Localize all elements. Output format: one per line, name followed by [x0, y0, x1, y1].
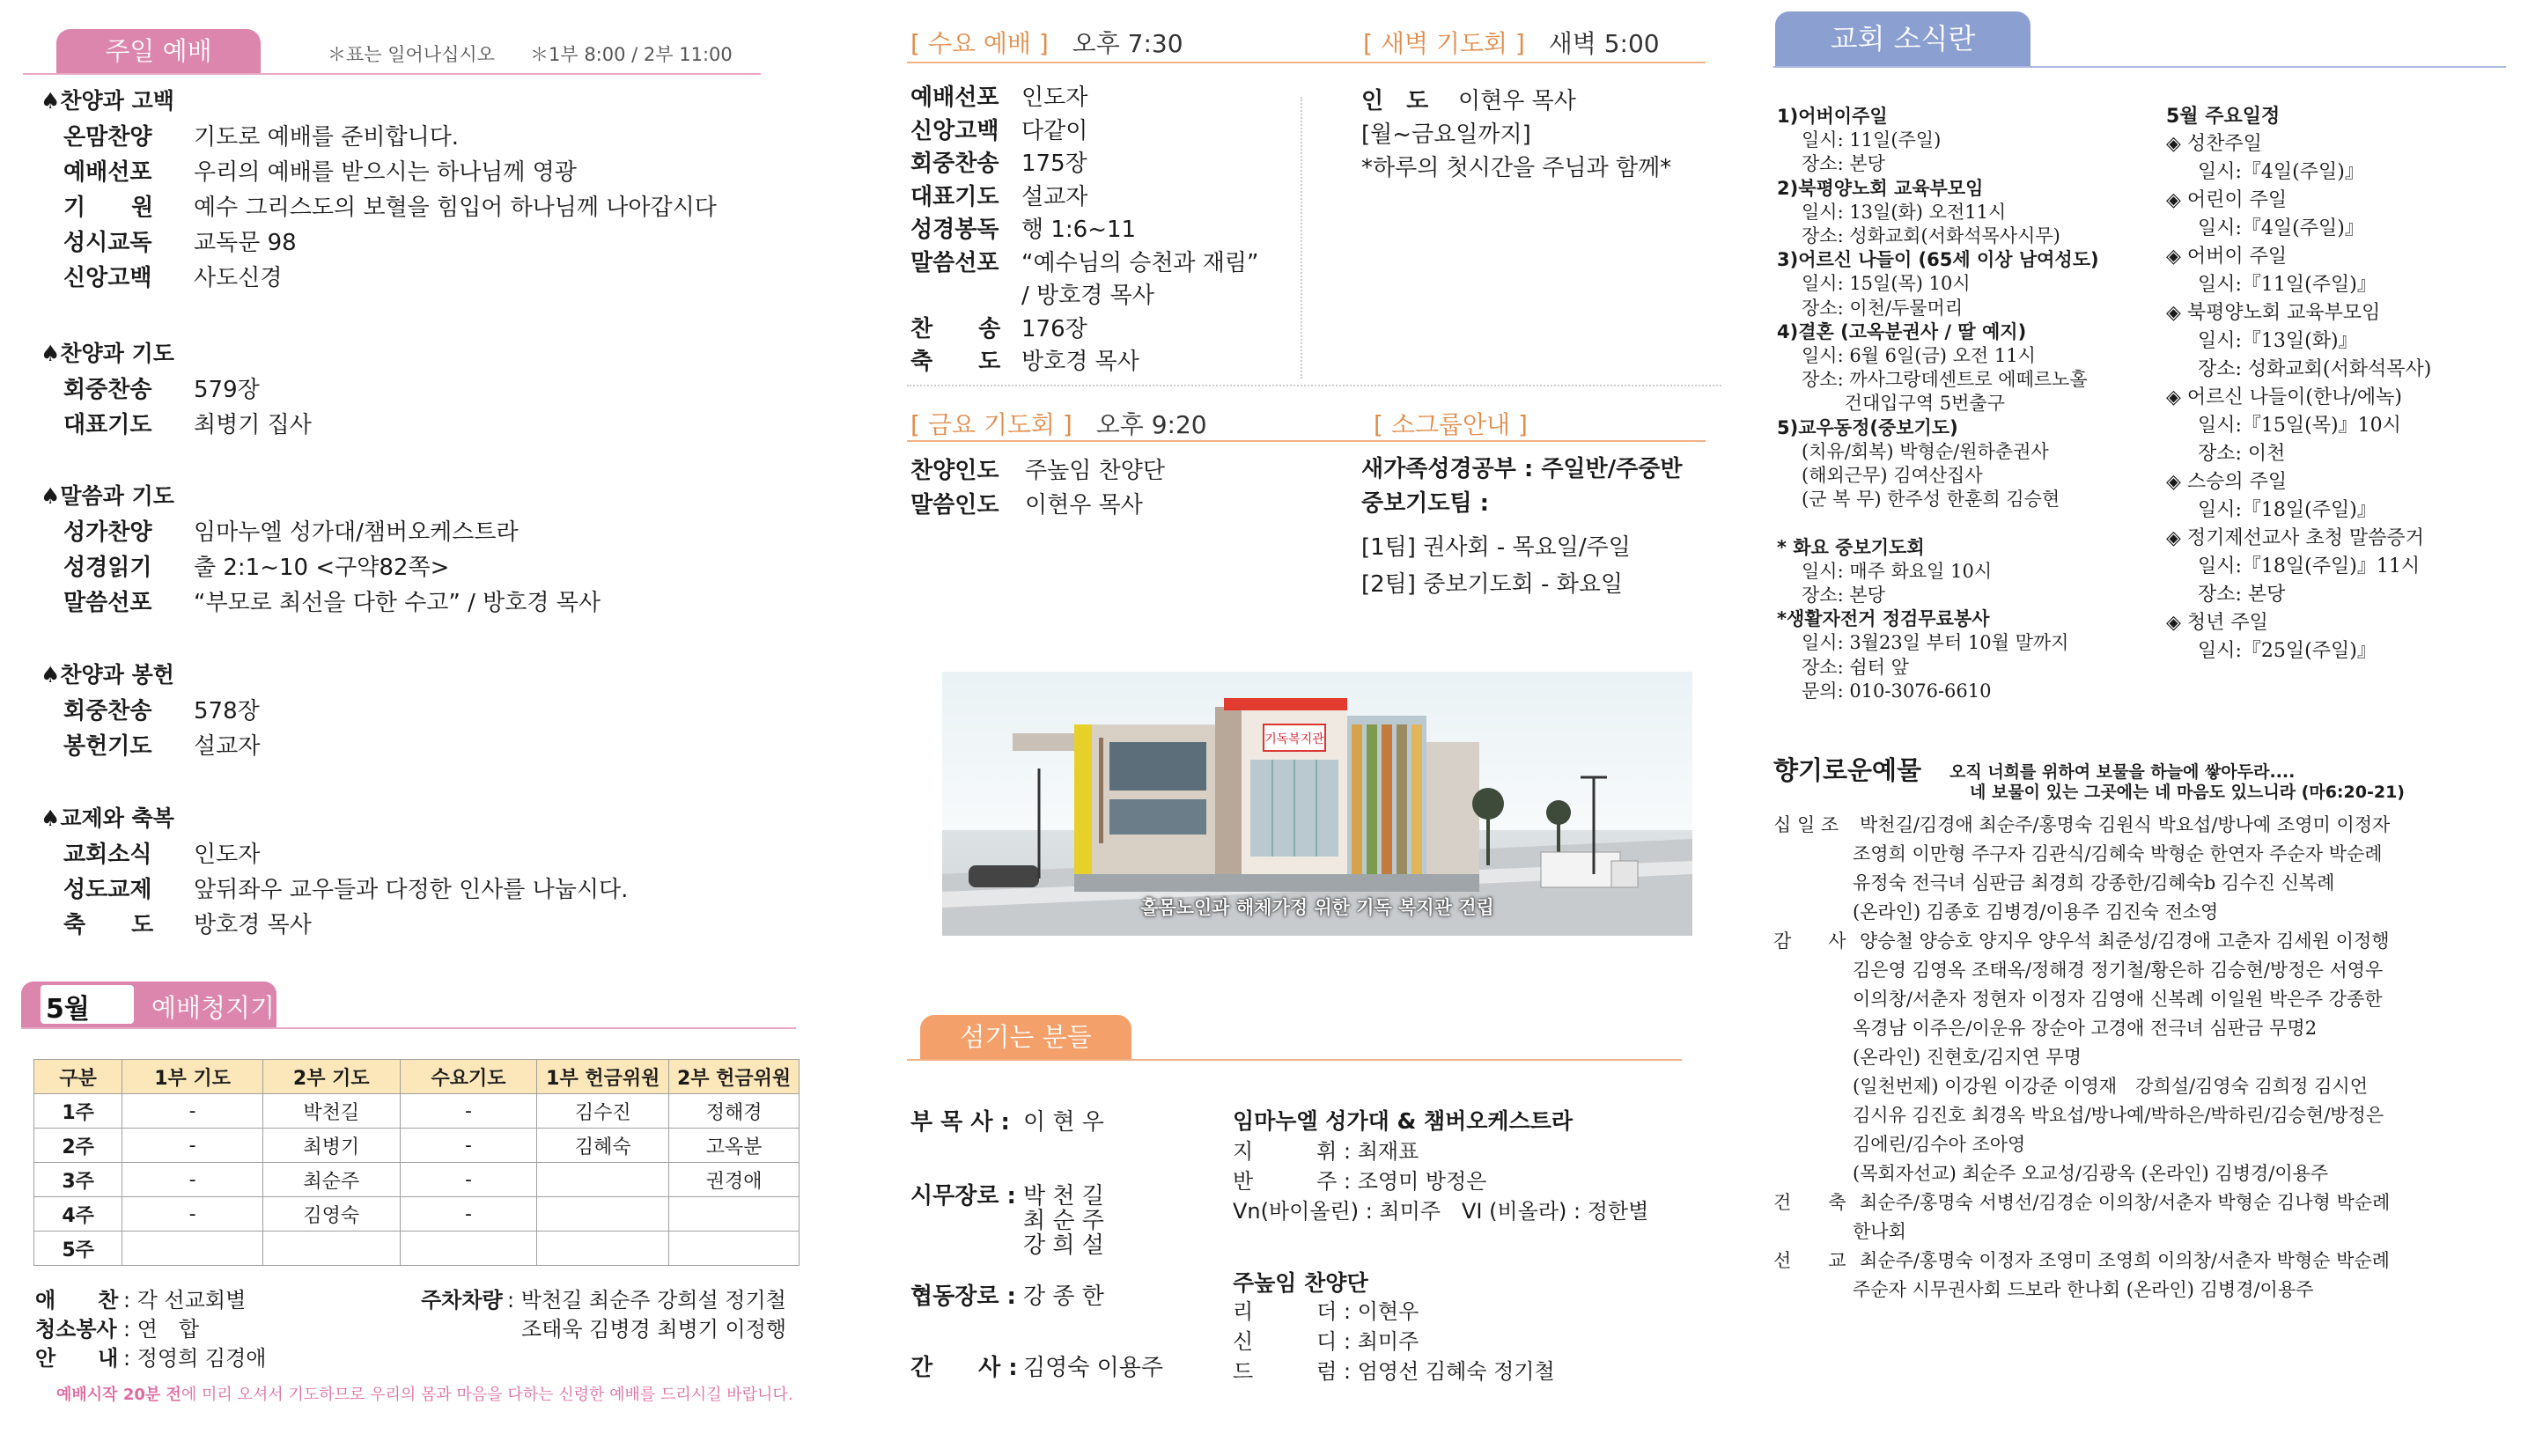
dawn-title: [ 새벽 기도회 ] — [1363, 29, 1525, 58]
duty-tab-label: 예배청지기 — [151, 993, 276, 1023]
duty-roster-table — [33, 1059, 800, 1266]
wednesday-row-label: 성경봉독 — [910, 217, 999, 243]
news-item-title: * 화요 중보기도회 — [1777, 536, 1925, 558]
schedule-when: 장소: 이천 — [2198, 443, 2286, 465]
duty-cell: - — [122, 1163, 263, 1197]
duty-cell: - — [400, 1163, 537, 1197]
sunday-row-value: “부모로 최선을 다한 수고” / 방호경 목사 — [194, 590, 601, 616]
offering-names: (온라인) 김종호 김병경/이용주 김진숙 전소영 — [1853, 901, 2219, 923]
offering-verse-2: 네 보물이 있는 그곳에는 네 마음도 있느니라 (마6:20-21) — [1970, 783, 2405, 802]
sunday-row-label: 말씀선포 — [63, 590, 152, 616]
offering-names: 조영희 이만형 주구자 김관식/김혜숙 박형순 한연자 주순자 박순례 — [1853, 843, 2383, 864]
news-item-detail: 건대입구역 5번출구 — [1802, 393, 2005, 415]
sunday-row-value: 최병기 집사 — [194, 412, 312, 438]
sunday-row-label: 봉헌기도 — [63, 733, 152, 760]
news-item-detail: 일시: 3월23일 부터 10월 말까지 — [1802, 632, 2069, 654]
friday-word: 말씀인도 이현우 목사 — [910, 492, 1143, 518]
sunday-row-label: 성가찬양 — [63, 519, 152, 546]
building-sign: 기독복지관 — [1264, 732, 1324, 746]
schedule-when: 일시:『18일(주일)』 — [2198, 499, 2377, 521]
sunday-row-label: 신앙고백 — [63, 265, 152, 291]
service-times-note: ＊1부 8:00 / 2부 11:00 — [530, 44, 733, 65]
duty-info-row — [35, 1341, 266, 1371]
sunday-row — [63, 224, 297, 257]
sunday-row — [63, 836, 260, 869]
duty-cell: - — [400, 1197, 537, 1232]
duty-cell: 1주 — [34, 1094, 122, 1129]
wednesday-row-label: 회중찬송 — [910, 151, 999, 177]
sunday-row — [63, 871, 628, 904]
wednesday-row-label: 신앙고백 — [910, 117, 999, 144]
duty-cell: - — [122, 1129, 263, 1163]
praise-member: 드 럼 : 엄영선 김혜숙 정기철 — [1233, 1359, 1555, 1384]
smallgroup-title: [ 소그룹안내 ] — [1374, 410, 1528, 439]
sunday-row-value: 578장 — [194, 698, 260, 724]
sunday-row-value: 임마누엘 성가대/챔버오케스트라 — [194, 519, 519, 546]
friday-time: 오후 9:20 — [1095, 410, 1207, 439]
sunday-row-value: 설교자 — [194, 733, 261, 760]
news-item-title: *생활자전거 정검무료봉사 — [1777, 608, 1990, 630]
wednesday-row — [910, 277, 1154, 310]
wednesday-row-value: “예수님의 승천과 재림” — [1021, 249, 1259, 276]
duty-info-label: 애 찬 — [35, 1288, 119, 1313]
duty-cell: 최병기 — [262, 1129, 400, 1163]
sunday-row-value: 기도로 예배를 준비합니다. — [194, 124, 460, 151]
sunday-row — [63, 514, 519, 547]
news-item-detail: 일시: 매주 화요일 10시 — [1802, 560, 1993, 582]
duty-roster-header — [21, 982, 276, 1027]
schedule-item: ◈ 정기제선교사 초청 말씀증거 — [2166, 527, 2424, 549]
news-item-detail: 문의: 010-3076-6610 — [1802, 680, 1992, 702]
schedule-when: 일시:『18일(주일)』11시 — [2198, 555, 2421, 577]
news-item-detail: 일시: 6월 6일(금) 오전 11시 — [1802, 345, 2036, 366]
duty-col-header: 1부 기도 — [122, 1060, 263, 1094]
sunday-row-value: 앞뒤좌우 교우들과 다정한 인사를 나눕시다. — [194, 877, 629, 903]
schedule-item: ◈ 어르신 나들이(한나/에녹) — [2166, 386, 2403, 408]
news-item-title: 4)결혼 (고옥분권사 / 딸 예지) — [1777, 320, 2027, 342]
duty-col-header: 1부 헌금위원 — [537, 1060, 669, 1094]
schedule-when: 장소: 본당 — [2198, 584, 2286, 606]
servant-name: 강 종 한 — [1023, 1283, 1104, 1310]
schedule-item: ◈ 스승의 주일 — [2166, 471, 2288, 493]
offering-verse-1: 오직 너희를 위하여 보물을 하늘에 쌓아두라.... — [1949, 762, 2296, 782]
offering-names: 박천길/김경애 최순주/홍명숙 김원식 박요섭/방나예 조영미 이정자 — [1860, 814, 2391, 835]
duty-cell: 4주 — [34, 1197, 122, 1232]
choir-member: 반 주 : 조영미 방정은 — [1233, 1169, 1487, 1194]
schedule-item: ◈ 성찬주일 — [2166, 133, 2262, 155]
schedule-item: ◈ 어린이 주일 — [2166, 189, 2288, 211]
duty-info-value: : 각 선교회별 — [123, 1288, 247, 1313]
duty-row — [34, 1197, 800, 1232]
news-item-detail: 장소: 본당 — [1802, 153, 1885, 175]
offering-names: (목회자선교) 최순주 오교성/김광옥 (온라인) 김병경/이용주 — [1853, 1163, 2329, 1184]
middle-top-divider — [907, 62, 1706, 63]
offering-names: 이의창/서춘자 정현자 이정자 김영애 신복례 이일원 박은주 강종한 — [1853, 989, 2383, 1010]
wednesday-row-value: 176장 — [1021, 315, 1087, 342]
duty-cell — [669, 1197, 800, 1232]
offering-names: (일천번제) 이강원 이강준 이영재 강희설/김영숙 김희정 김시언 — [1853, 1076, 2368, 1097]
sunday-row-value: 교독문 98 — [194, 230, 297, 256]
standing-note: ＊표는 일어나십시오 — [328, 44, 495, 65]
sunday-row-value: 우리의 예배를 받으시는 하나님께 영광 — [194, 159, 577, 186]
offering-title: 향기로운예물 — [1773, 755, 1922, 785]
duty-cell — [400, 1232, 537, 1266]
wednesday-row — [910, 113, 1087, 145]
sunday-row — [63, 407, 312, 439]
wednesday-row-value: 설교자 — [1021, 183, 1088, 210]
wednesday-row-value: / 방호경 목사 — [1021, 283, 1154, 309]
duty-cell — [537, 1197, 669, 1232]
wednesday-row-label: 예배선포 — [910, 85, 999, 111]
praise-member: 리 더 : 이현우 — [1233, 1299, 1419, 1324]
duty-row — [34, 1094, 800, 1129]
schedule-item: ◈ 북평양노회 교육부모임 — [2166, 302, 2381, 324]
duty-info-value: : 연 합 — [123, 1317, 200, 1342]
offering-names: 최순주/홍명숙 이정자 조영미 조영희 이의창/서춘자 박형순 박순례 — [1860, 1250, 2390, 1271]
wednesday-time: 오후 7:30 — [1072, 29, 1183, 58]
servant-role: 간 사 : — [910, 1355, 1018, 1381]
duty-col-header: 수요기도 — [400, 1060, 537, 1094]
duty-cell: 박천길 — [262, 1094, 400, 1129]
wednesday-row-value: 다같이 — [1021, 117, 1088, 144]
duty-month-box — [41, 985, 134, 1024]
duty-month: 5월 — [46, 994, 90, 1025]
column-divider-dots — [1301, 97, 1302, 379]
news-item-title: 5)교우동정(중보기도) — [1777, 416, 1958, 438]
friday-praise: 찬양인도 주높임 찬양단 — [910, 458, 1165, 484]
servant-name: 김영숙 이용주 — [1023, 1355, 1163, 1381]
news-item-detail: 장소: 본당 — [1802, 585, 1885, 606]
offering-category: 십 일 조 — [1773, 814, 1839, 835]
news-line — [1802, 486, 2060, 514]
news-item-title: 1)어버이주일 — [1777, 106, 1888, 127]
duty-cell — [537, 1232, 669, 1266]
smallgroup-newfamily: 새가족성경공부 : 주일반/주중반 — [1361, 456, 1683, 482]
duty-cell: 최순주 — [262, 1163, 400, 1197]
schedule-when: 일시:『11일(주일)』 — [2198, 274, 2377, 296]
sunday-row — [63, 907, 312, 939]
schedule-when: 일시:『4일(주일)』 — [2198, 161, 2364, 183]
duty-cell: 김영숙 — [262, 1197, 400, 1232]
praise-team-title: 주높임 찬양단 — [1233, 1270, 1368, 1296]
news-item-title: 3)어르신 나들이 (65세 이상 남여성도) — [1777, 249, 2099, 271]
dawn-title-row — [1363, 25, 1660, 60]
sunday-row-value: 인도자 — [194, 842, 261, 868]
wednesday-row — [910, 79, 1087, 112]
wednesday-row-label: 찬 송 — [910, 315, 1001, 342]
dawn-motto: *하루의 첫시간을 주님과 함께* — [1361, 155, 1672, 181]
duty-cell: 김수진 — [537, 1094, 669, 1129]
sunday-section-heading: ♠찬양과 고백 — [41, 88, 174, 114]
duty-col-header: 2부 기도 — [262, 1060, 400, 1094]
sunday-row-label: 성시교독 — [63, 230, 152, 256]
duty-cell — [669, 1232, 800, 1266]
sunday-row-label: 축 도 — [63, 912, 154, 938]
friday-title: [ 금요 기도회 ] — [910, 410, 1072, 439]
wednesday-row — [910, 145, 1087, 178]
schedule-when: 일시:『4일(주일)』 — [2198, 217, 2364, 239]
news-item-detail: 장소: 까사그랑데센트로 에떼르노홀 — [1802, 369, 2088, 391]
offering-names: 김에린/김수아 조아영 — [1853, 1134, 2026, 1155]
news-item-detail: 일시: 11일(주일) — [1802, 129, 1942, 151]
offering-names: 한나회 — [1853, 1221, 1906, 1242]
middle-dotted-divider — [907, 385, 1721, 386]
sunday-row-value: 출 2:1~10 <구약82쪽> — [194, 555, 450, 581]
servant-name: 이 현 우 — [1023, 1109, 1104, 1136]
praise-member: 신 디 : 최미주 — [1233, 1329, 1419, 1354]
offering-category: 감 사 — [1773, 930, 1846, 952]
worship-footer-note: 예배시작 20분 전에 미리 오셔서 기도하므로 우리의 몸과 마음을 다하는 신령한 예배를 드리시길 바랍니다. — [56, 1386, 793, 1404]
sunday-row-label: 예배선포 — [63, 159, 152, 186]
sunday-row-label: 성도교제 — [63, 877, 152, 903]
duty-cell: - — [400, 1094, 537, 1129]
duty-cell — [537, 1163, 669, 1197]
schedule-when: 일시:『13일(화)』 — [2198, 330, 2358, 352]
offering-names: (온라인) 진현호/김지연 무명 — [1853, 1047, 2082, 1068]
wednesday-row — [910, 245, 1259, 277]
church-news-tab: 교회 소식란 — [1775, 11, 2031, 66]
news-line — [1802, 678, 1991, 706]
servant-role: 시무장로 : — [910, 1183, 1016, 1210]
duty-cell: - — [400, 1129, 537, 1163]
sunday-row-label: 회중찬송 — [63, 698, 152, 724]
sunday-row-label: 성경읽기 — [63, 555, 152, 581]
sunday-section-heading: ♠찬양과 봉헌 — [41, 662, 174, 688]
offering-category: 선 교 — [1773, 1250, 1846, 1271]
dawn-time: 새벽 5:00 — [1548, 29, 1660, 58]
servants-tab: 섬기는 분들 — [920, 1015, 1131, 1059]
news-item-detail: 장소: 성화교회(서화석목사시무) — [1802, 225, 2060, 246]
sunday-divider — [23, 73, 761, 75]
dawn-days: [월~금요일까지] — [1361, 121, 1531, 148]
duty-cell: 정해경 — [669, 1094, 800, 1129]
duty-info-label: 안 내 — [35, 1346, 119, 1371]
offering-names: 양승철 양승호 양지우 양우석 최준성/김경애 고춘자 김세원 이정행 — [1860, 930, 2390, 952]
smallgroup-team1: [1팀] 권사회 - 목요일/주일 — [1361, 534, 1631, 561]
duty-cell: 김혜숙 — [537, 1129, 669, 1163]
news-item-detail: 장소: 이천/두물머리 — [1802, 297, 1964, 319]
parking-line-2: 조태욱 김병경 최병기 이정행 — [521, 1317, 787, 1342]
smallgroup-team2: [2팀] 중보기도회 - 화요일 — [1361, 571, 1624, 598]
building-illustration — [942, 672, 1692, 936]
duty-info-row — [35, 1283, 246, 1313]
sunday-section-heading: ♠말씀과 기도 — [41, 483, 174, 509]
sunday-row — [63, 585, 601, 617]
friday-divider — [907, 440, 1706, 442]
wednesday-row — [910, 179, 1087, 211]
schedule-title: 5월 주요일정 — [2166, 106, 2281, 128]
sunday-row-value: 방호경 목사 — [194, 912, 312, 938]
wednesday-row — [910, 211, 1136, 244]
news-item-detail: 일시: 13일(화) 오전11시 — [1802, 201, 2007, 223]
sunday-row-value: 579장 — [194, 377, 260, 403]
duty-cell: 권경애 — [669, 1163, 800, 1197]
choir-title: 임마누엘 성가대 & 챔버오케스트라 — [1233, 1108, 1574, 1134]
duty-cell: - — [122, 1094, 263, 1129]
servant-name: 강 희 설 — [1023, 1232, 1104, 1259]
duty-info-row — [35, 1312, 199, 1342]
servant-role: 부 목 사 : — [910, 1109, 1010, 1136]
wednesday-row — [910, 311, 1087, 343]
news-divider — [1773, 66, 2506, 68]
sunday-row-label: 기 원 — [63, 195, 154, 221]
duty-cell: 5주 — [34, 1232, 122, 1266]
news-item-detail: 장소: 쉼터 앞 — [1802, 656, 1909, 678]
duty-col-header: 구분 — [34, 1060, 122, 1094]
smallgroup-intercession: 중보기도팀 : — [1361, 490, 1490, 517]
duty-cell — [122, 1232, 263, 1266]
duty-divider — [21, 1027, 796, 1029]
wednesday-row-value: 방호경 목사 — [1021, 349, 1139, 375]
choir-member: Vn(바이올린) : 최미주 VI (비올라) : 정한별 — [1233, 1199, 1649, 1224]
dawn-leader: 인 도 이현우 목사 — [1361, 88, 1576, 114]
servant-role: 협동장로 : — [910, 1283, 1016, 1310]
duty-info-value: : 정영희 김경애 — [123, 1346, 267, 1371]
sunday-row-label: 교회소식 — [63, 842, 152, 868]
duty-col-header: 2부 헌금위원 — [669, 1060, 800, 1094]
duty-cell: 2주 — [34, 1129, 122, 1163]
duty-row — [34, 1232, 800, 1266]
choir-member: 지 휘 : 최재표 — [1233, 1139, 1419, 1164]
sunday-row — [63, 119, 459, 151]
schedule-when: 일시:『25일(주일)』 — [2198, 640, 2377, 662]
wednesday-row-label: 말씀선포 — [910, 249, 999, 276]
news-item-detail: (치유/회복) 박형순/원하춘권사 — [1802, 440, 2049, 462]
wednesday-row-value: 행 1:6~11 — [1021, 217, 1137, 243]
offering-names: 김은영 김영옥 조태옥/정해경 정기철/황은하 김승현/방정은 서영우 — [1853, 960, 2384, 981]
news-item-title: 2)북평양노회 교육부모임 — [1777, 177, 1984, 199]
servant-name: 박 천 길 — [1023, 1183, 1104, 1210]
news-item-detail: (해외근무) 김여산집사 — [1802, 465, 1983, 486]
offering-names: 유정숙 전극녀 심판금 최경희 강종한/김혜숙b 김수진 신복례 — [1853, 872, 2335, 893]
wednesday-row — [910, 343, 1139, 376]
sunday-row-label: 회중찬송 — [63, 377, 152, 403]
wednesday-title: [ 수요 예배 ] — [910, 29, 1049, 58]
sunday-row — [63, 693, 260, 725]
sunday-row — [63, 371, 260, 404]
wednesday-row-label: 대표기도 — [910, 183, 999, 210]
duty-cell — [262, 1232, 400, 1266]
parking-line-1: : 박천길 최순주 강희설 정기철 — [507, 1288, 786, 1313]
sunday-row — [63, 549, 449, 582]
news-item-detail: 일시: 15일(목) 10시 — [1802, 273, 1971, 295]
duty-info-label: 청소봉사 — [35, 1317, 117, 1342]
sunday-row — [63, 728, 260, 761]
sunday-row-value: 사도신경 — [194, 265, 283, 291]
friday-title-row — [910, 406, 1207, 441]
sunday-section-heading: ♠교제와 축복 — [41, 805, 174, 831]
duty-cell: 고옥분 — [669, 1129, 800, 1163]
offering-category: 건 축 — [1773, 1192, 1846, 1213]
sunday-section-heading: ♠찬양과 기도 — [41, 341, 174, 366]
parking-label: 주차차량 — [421, 1288, 503, 1313]
schedule-item: ◈ 청년 주일 — [2166, 612, 2268, 634]
duty-row — [34, 1129, 800, 1163]
offering-names: 김시유 김진호 최경옥 박요섭/방나예/박하은/박하린/김승현/방정은 — [1853, 1105, 2384, 1126]
servant-name: 최 순 주 — [1023, 1208, 1104, 1234]
duty-row — [34, 1163, 800, 1197]
sunday-row-label: 대표기도 — [63, 412, 152, 438]
building-caption: 홀몸노인과 해체가정 위한 기독 복지관 건립 — [1140, 897, 1494, 918]
duty-cell: - — [122, 1197, 263, 1232]
sunday-row-value: 예수 그리스도의 보혈을 힘입어 하나님께 나아갑시다 — [194, 195, 717, 221]
news-item-detail: (군 복 무) 한주성 한훈희 김승현 — [1802, 489, 2060, 511]
sunday-row — [63, 154, 577, 187]
offering-names: 최순주/홍명숙 서병선/김경순 이의창/서춘자 박형순 김나형 박순례 — [1860, 1192, 2391, 1213]
sunday-row — [63, 189, 717, 222]
wednesday-row-value: 175장 — [1021, 151, 1087, 177]
sunday-row-label: 온맘찬양 — [63, 124, 152, 151]
duty-header-row — [34, 1060, 800, 1094]
schedule-item: ◈ 어버이 주일 — [2166, 246, 2288, 268]
wednesday-title-row — [910, 25, 1183, 60]
wednesday-row-label: 축 도 — [910, 349, 1001, 375]
schedule-when: 일시:『15일(목)』10시 — [2198, 415, 2401, 437]
sunday-service-tab: 주일 예배 — [56, 29, 261, 73]
offering-names: 주순자 시무권사회 드보라 한나회 (온라인) 김병경/이용주 — [1853, 1279, 2314, 1300]
schedule-when: 장소: 성화교회(서화석목사) — [2198, 358, 2432, 380]
offering-names: 옥경남 이주은/이운유 장순아 고경애 전극녀 심판금 무명2 — [1853, 1018, 2318, 1039]
servants-divider — [907, 1059, 1682, 1061]
duty-cell: 3주 — [34, 1163, 122, 1197]
wednesday-row-value: 인도자 — [1021, 85, 1088, 111]
sunday-row — [63, 260, 282, 292]
